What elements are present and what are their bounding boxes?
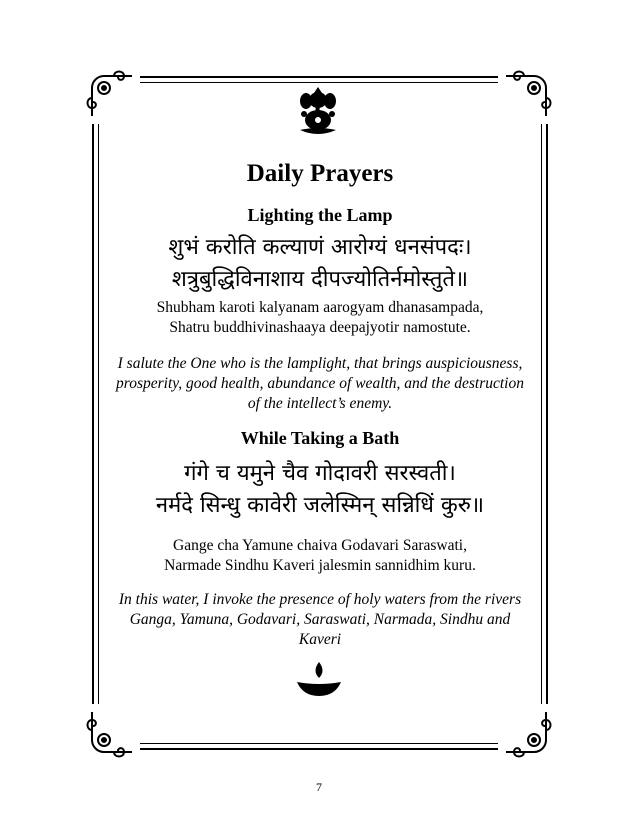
translation-line: of the intellect’s enemy.	[247, 395, 393, 412]
transliteration	[92, 536, 548, 576]
sanskrit-verse	[92, 458, 548, 522]
transliteration-line: Gange cha Yamune chaiva Godavari Saraswati,	[173, 537, 467, 554]
sanskrit-verse	[92, 232, 548, 296]
transliteration-line: Shatru buddhivinashaaya deepajyotir namostute.	[169, 319, 471, 336]
translation-line: Kaveri	[298, 631, 342, 648]
translation	[96, 354, 544, 414]
transliteration-line: Narmade Sindhu Kaveri jalesmin sannidhim kuru.	[164, 557, 476, 574]
page-number: 7	[316, 780, 322, 794]
page-title: Daily Prayers	[246, 160, 394, 187]
translation	[96, 590, 544, 650]
ganesha-icon	[292, 84, 344, 136]
translation-line: prosperity, good health, abundance of wealth, and the destruction	[116, 375, 524, 392]
verse-line: शुभं करोति कल्याणं आरोग्यं धनसंपदः।	[168, 235, 472, 260]
swirl-ornament-icon	[84, 68, 140, 124]
section-heading: While Taking a Bath	[240, 428, 400, 448]
transliteration	[92, 298, 548, 338]
swirl-ornament-icon	[84, 704, 140, 760]
translation-line: I salute the One who is the lamplight, that brings auspiciousness,	[117, 355, 523, 372]
diya-lamp-icon	[294, 660, 344, 700]
translation-line: Ganga, Yamuna, Godavari, Saraswati, Narmada, Sindhu and	[129, 611, 511, 628]
verse-line: शत्रुबुद्धिविनाशाय दीपज्योतिर्नमोस्तुते॥	[171, 267, 469, 292]
section-heading: Lighting the Lamp	[247, 205, 393, 225]
transliteration-line: Shubham karoti kalyanam aarogyam dhanasampada,	[156, 299, 484, 316]
verse-line: नर्मदे सिन्धु कावेरी जलेस्मिन् सन्निधिं कुरु॥	[155, 493, 485, 518]
verse-line: गंगे च यमुने चैव गोदावरी सरस्वती।	[184, 461, 456, 486]
swirl-ornament-icon	[498, 704, 554, 760]
swirl-ornament-icon	[498, 68, 554, 124]
translation-line: In this water, I invoke the presence of holy waters from the rivers	[118, 591, 522, 608]
